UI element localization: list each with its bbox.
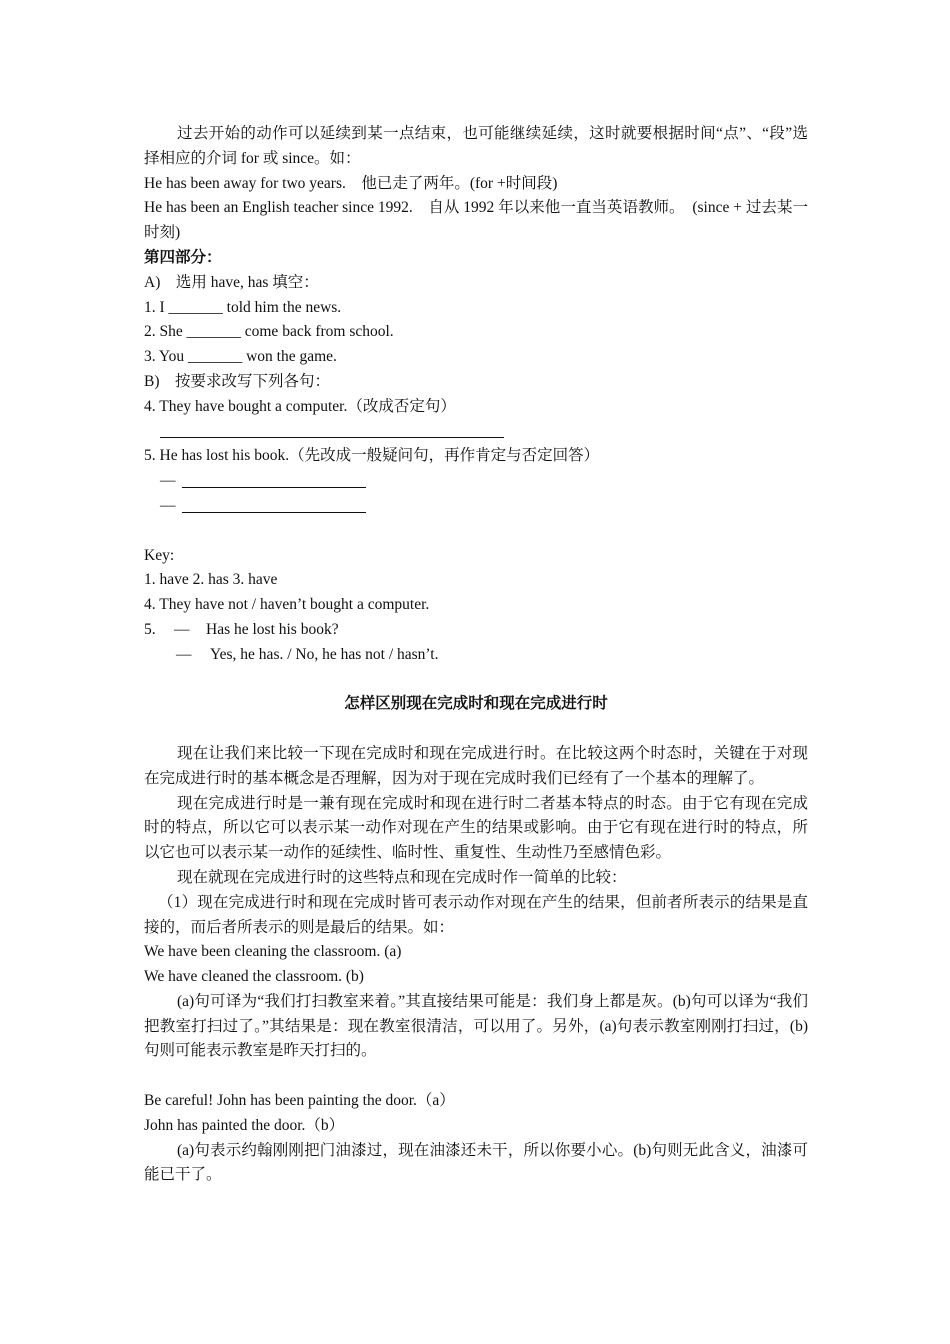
body-paragraph: (a)句表示约翰刚刚把门油漆过，现在油漆还未干，所以你要小心。(b)句则无此含义，油漆可能已干了。 [144,1141,808,1184]
answer-line [182,494,366,519]
key-question: Has he lost his book? [206,620,339,638]
example-sentence: John has painted the door.（b） [144,1116,345,1134]
intro-paragraph: 过去开始的动作可以延续到某一点结束，也可能继续延续，这时就要根据时间“点”、“段”选择相应的介词 for 或 since。如： [144,125,808,167]
answer-line [182,469,366,494]
key-reply: Yes, he has. / No, he has not / hasn’t. [210,645,439,663]
key-dash: — [174,620,190,638]
example-sentence: He has been away for two years. 他已走了两年。(for +时间段) [144,174,558,192]
section-b-instruction: B) 按要求改写下列各句： [144,372,331,390]
answer-dash: — [160,496,176,514]
answer-line [160,420,504,445]
part4-heading: 第四部分： [144,248,222,266]
example-sentence: Be careful! John has been painting the door.（a） [144,1092,455,1110]
body-paragraph: 现在完成进行时是一兼有现在完成时和现在进行时二者基本特点的时态。由于它有现在完成时的特点，所以它可以表示某一动作对现在产生的结果或影响。由于它有现在进行时的特点，所以它也可以表示某一动作的延续性、临时性、重复性、生动性乃至感情色彩。 [144,794,808,862]
document-page [144,122,808,1188]
answer-row [160,469,808,494]
question-5: 5. He has lost his book.（先改成一般疑问句，再作肯定与否定回答） [144,447,600,465]
section-a-instruction: A) 选用 have, has 填空： [144,273,319,291]
body-paragraph: (a)句可译为“我们打扫教室来着。”其直接结果可能是：我们身上都是灰。(b)句可以译为“我们把教室打扫过了。”其结果是：现在教室很清洁，可以用了。另外，(a)句表示教室刚刚打扫过，(b)句则可能表示教室是昨天打扫的。 [144,992,808,1060]
example-sentence: He has been an English teacher since 1992. 自从 1992 年以来他一直当英语教师。 (since + 过去某一时刻) [144,199,808,242]
example-sentence: We have cleaned the classroom. (b) [144,968,364,986]
question-4: 4. They have bought a computer.（改成否定句） [144,397,456,415]
example-sentence: We have been cleaning the classroom. (a) [144,943,402,961]
question-3: 3. You _______ won the game. [144,348,337,366]
answer-row [160,494,808,519]
key-number: 5. [144,620,156,638]
body-paragraph: 现在让我们来比较一下现在完成时和现在完成进行时。在比较这两个时态时，关键在于对现在完成进行时的基本概念是否理解，因为对于现在完成时我们已经有了一个基本的理解了。 [144,744,808,787]
key-answer-5 [144,618,808,643]
question-2: 2. She _______ come back from school. [144,323,394,341]
question-1: 1. I _______ told him the news. [144,298,342,316]
key-dash: — [176,645,192,663]
key-answer-5-reply [144,643,808,668]
section-title: 怎样区别现在完成时和现在完成进行时 [344,695,608,713]
body-paragraph: （1）现在完成进行时和现在完成时皆可表示动作对现在产生的结果，但前者所表示的结果是直接的，而后者所表示的则是最后的结果。如： [144,893,808,936]
key-answer-4: 4. They have not / haven’t bought a computer. [144,596,430,614]
key-label: Key: [144,546,175,564]
key-answers-1-3: 1. have 2. has 3. have [144,571,278,589]
answer-dash: — [160,472,176,490]
body-paragraph: 现在就现在完成进行时的这些特点和现在完成时作一简单的比较： [177,868,627,886]
